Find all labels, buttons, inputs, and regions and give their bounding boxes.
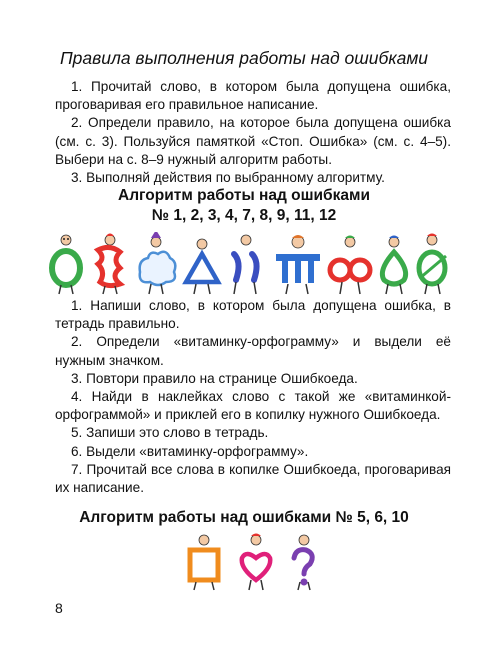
mascots-row-1 [38, 232, 450, 296]
algorithm-1-title [0, 186, 488, 226]
algorithm-1-title-line2: № 1, 2, 3, 4, 7, 8, 9, 11, 12 [151, 207, 337, 224]
o-letter-mascot-icon [52, 235, 80, 294]
drop-mascot-icon [382, 236, 405, 295]
heart-mascot-icon [242, 534, 270, 591]
step-item: 6. Выдели «витаминку-орфограмму». [71, 443, 309, 459]
apostrophe-mascot-icon [234, 235, 257, 294]
page-number: 8 [55, 600, 63, 616]
oo-letters-mascot-icon [330, 236, 370, 295]
step-item: 5. Запиши это слово в тетрадь. [71, 425, 269, 441]
rules-list [55, 78, 451, 187]
step-item: 2. Определи «витаминку-орфограмму» и выдели её нужным значком. [55, 334, 451, 368]
algorithm-2-title: Алгоритм работы над ошибками № 5, 6, 10 [79, 509, 409, 526]
crossed-o-mascot-icon [419, 234, 446, 295]
cloud-mascot-icon [140, 232, 176, 294]
step-item: 7. Прочитай все слова в копилке Ошибкоеда, проговаривая их написание. [55, 461, 451, 496]
algorithm-1-title-line1: Алгоритм работы над ошибками [118, 187, 370, 204]
step-item: 3. Повтори правило на странице Ошибкоеда. [71, 370, 358, 386]
mascots-row-2 [178, 532, 328, 592]
page-title: Правила выполнения работы над ошибками [59, 48, 429, 68]
rule-item: 2. Определи правило, на которое была допущена ошибка (см. с. 3). Пользуйся памяткой «Стоп. Ошибка» (см. с. 4–5). Выбери на с. 8–9 нужный алгоритм работы. [55, 115, 451, 167]
step-item: 1. Напиши слово, в котором была допущена ошибка, в тетрадь правильно. [55, 298, 451, 332]
r-letter-mascot-icon [98, 234, 120, 295]
algorithm-1-steps [55, 297, 451, 497]
step-item: 4. Найди в наклейках слово с такой же «витаминкой-орфограммой» и приклей его в копилку нужного Ошибкоеда. [55, 389, 451, 423]
rule-item: 3. Выполняй действия по выбранному алгоритму. [71, 170, 385, 186]
square-mascot-icon [190, 535, 218, 590]
t-letter-mascot-icon [276, 235, 320, 294]
triangle-mascot-icon [186, 239, 218, 294]
question-mascot-icon [294, 535, 312, 590]
rule-item: 1. Прочитай слово, в котором была допущена ошибка, проговаривая его правильное написание. [55, 79, 451, 113]
